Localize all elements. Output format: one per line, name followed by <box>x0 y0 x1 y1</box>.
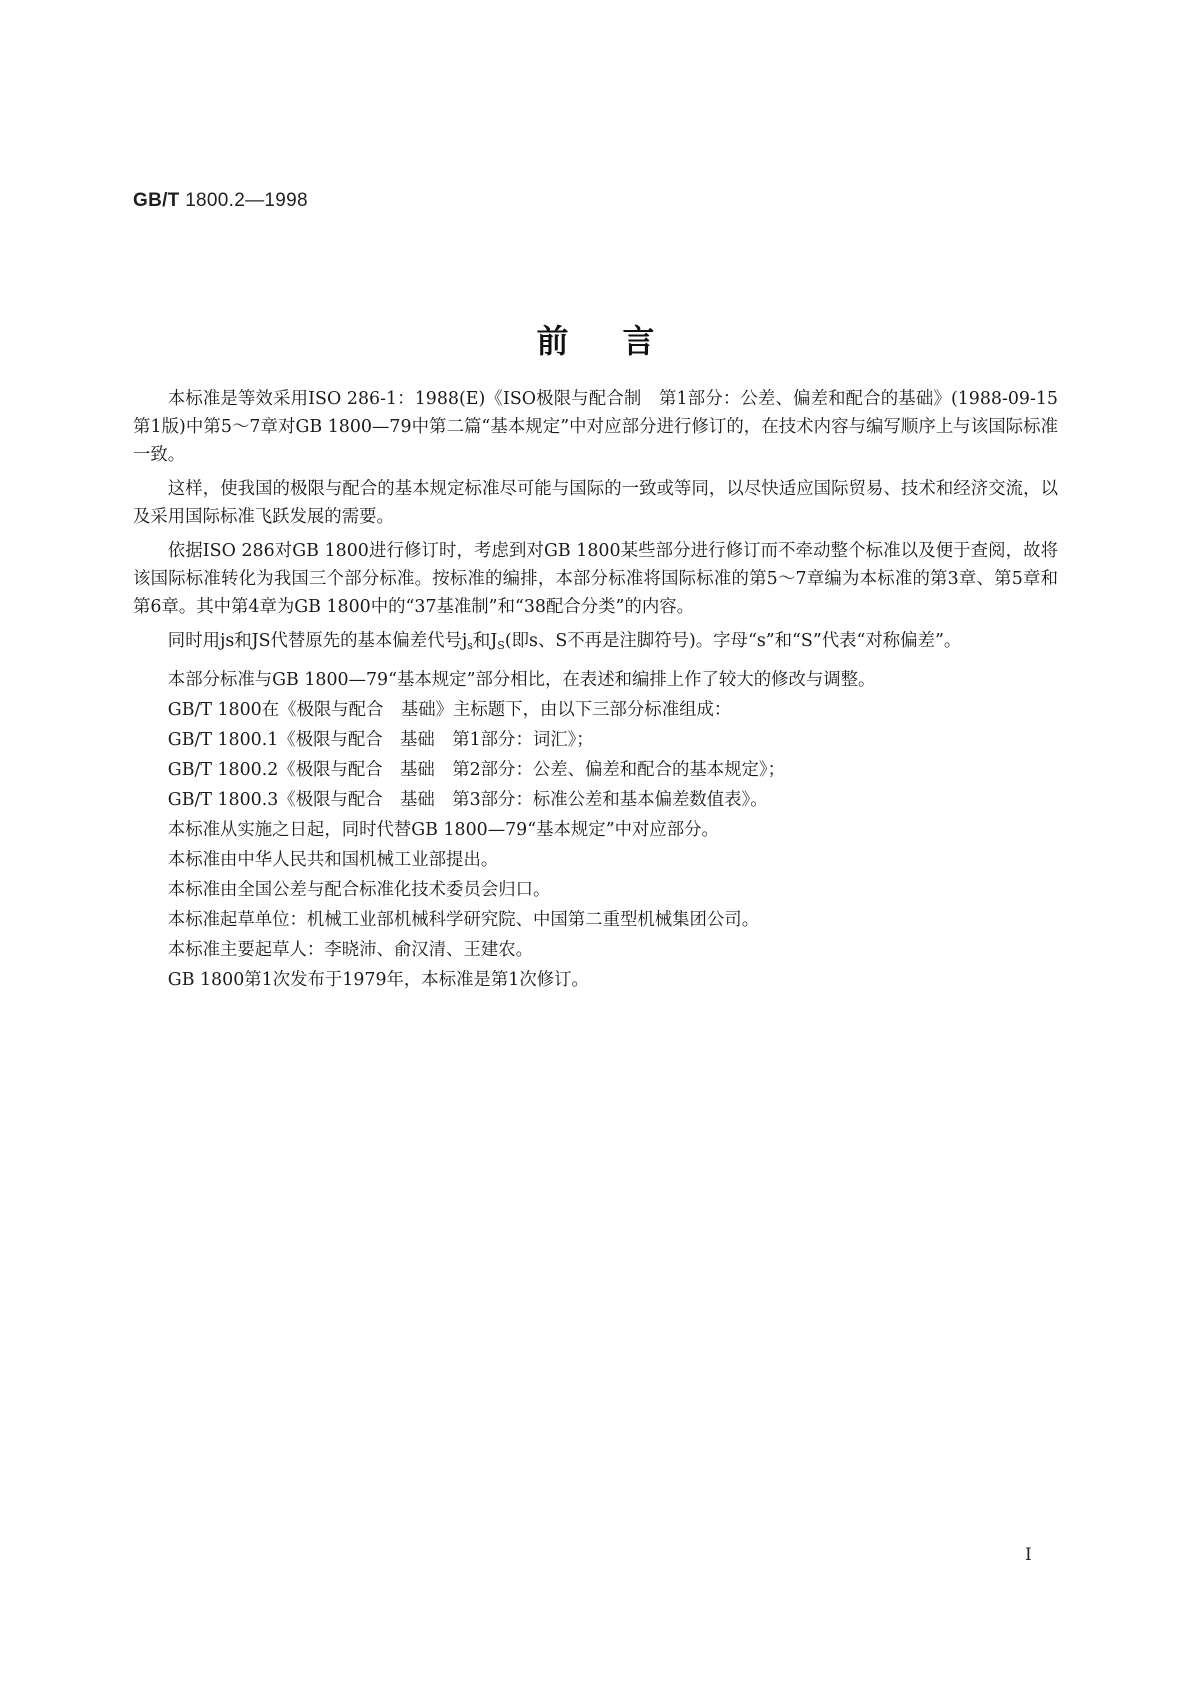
js-text-part2: 和J <box>472 631 498 651</box>
page-number: I <box>1025 1545 1032 1565</box>
standard-code <box>133 190 308 212</box>
page-title: 前言 <box>536 322 709 360</box>
foreword-body <box>133 385 1058 996</box>
line-committee: 本标准由全国公差与配合标准化技术委员会归口。 <box>167 880 551 900</box>
line-part-1: GB/T 1800.1《极限与配合 基础 第1部分：词汇》； <box>167 730 594 750</box>
line-replacement: 本标准从实施之日起，同时代替GB 1800—79“基本规定”中对应部分。 <box>167 820 719 840</box>
line-part-3: GB/T 1800.3《极限与配合 基础 第3部分：标准公差和基本偏差数值表》。 <box>167 790 768 810</box>
line-proposer: 本标准由中华人民共和国机械工业部提出。 <box>167 850 499 870</box>
standard-code-number: 1800.2—1998 <box>185 190 308 211</box>
js-subscript-S: S <box>497 639 505 652</box>
js-text-part3: (即s、S不再是注脚符号)。字母“s”和“S”代表“对称偏差”。 <box>504 631 962 651</box>
paragraph-js-symbols <box>133 627 1058 660</box>
paragraph-purpose: 这样，使我国的极限与配合的基本规定标准尽可能与国际的一致或等同，以尽快适应国际贸易、技术和经济交流，以及采用国际标准飞跃发展的需要。 <box>133 479 1058 527</box>
paragraph-revision: 依据ISO 286对GB 1800进行修订时，考虑到对GB 1800某些部分进行修订而不牵动整个标准以及便于查阅，故将该国际标准转化为我国三个部分标准。按标准的编排，本部分标准将国际标准的第5～7章编为本标准的第3章、第5章和第6章。其中第4章为GB 1800中的“37基准制”和“38配合分类”的内容。 <box>133 541 1058 617</box>
standard-code-prefix: GB/T <box>133 190 180 211</box>
js-text-part1: 同时用js和JS代替原先的基本偏差代号j <box>167 631 468 651</box>
line-drafting-units: 本标准起草单位：机械工业部机械科学研究院、中国第二重型机械集团公司。 <box>167 910 760 930</box>
js-subscript-s: s <box>467 639 473 652</box>
line-history: GB 1800第1次发布于1979年，本标准是第1次修订。 <box>167 970 589 990</box>
paragraph-adoption: 本标准是等效采用ISO 286-1：1988(E)《ISO极限与配合制 第1部分：公差、偏差和配合的基础》(1988-09-15第1版)中第5～7章对GB 1800—79中第二篇“基本规定”中对应部分进行修订的，在技术内容与编写顺序上与该国际标准一致。 <box>133 389 1058 465</box>
line-comparison: 本部分标准与GB 1800—79“基本规定”部分相比，在表述和编排上作了较大的修改与调整。 <box>167 670 876 690</box>
line-composition: GB/T 1800在《极限与配合 基础》主标题下，由以下三部分标准组成： <box>167 700 732 720</box>
line-part-2: GB/T 1800.2《极限与配合 基础 第2部分：公差、偏差和配合的基本规定》； <box>167 760 786 780</box>
line-drafters: 本标准主要起草人：李晓沛、俞汉清、王建农。 <box>167 940 534 960</box>
